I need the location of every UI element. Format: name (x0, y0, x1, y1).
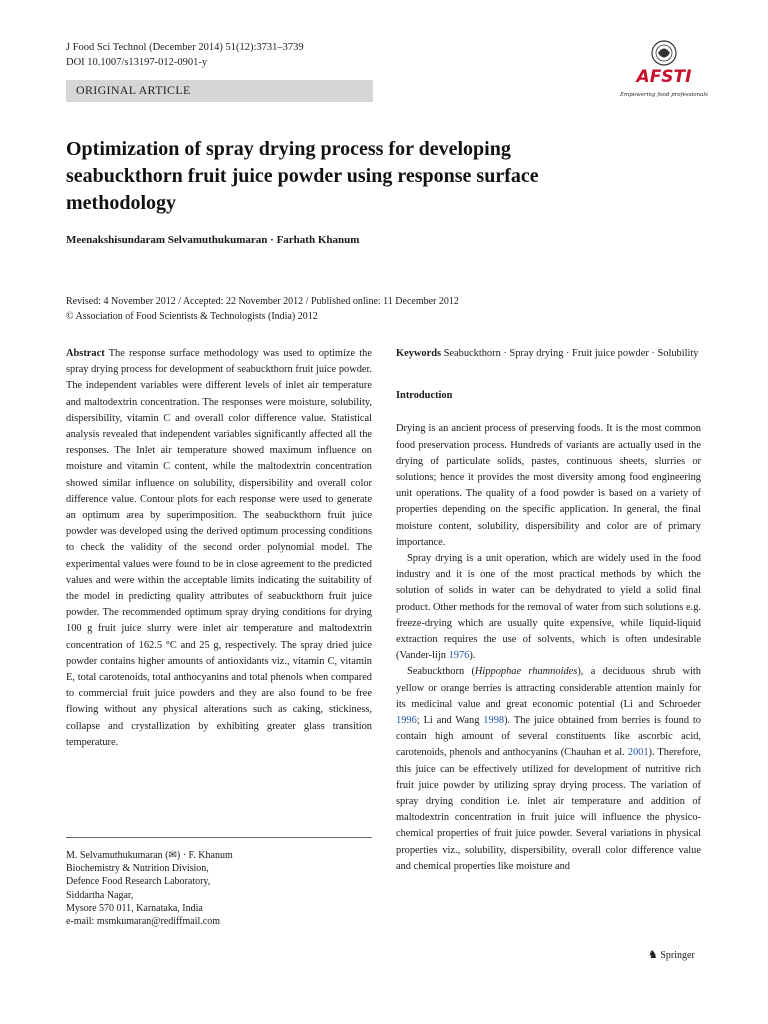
afsti-emblem-icon (618, 38, 710, 102)
corr-authors: M. Selvamuthukumaran (✉) · F. Khanum (66, 850, 233, 861)
journal-citation: J Food Sci Technol (December 2014) 51(12):3731–3739 (66, 42, 304, 53)
corr-division: Biochemistry & Nutrition Division, (66, 863, 209, 875)
springer-footer (648, 948, 695, 961)
citation-link[interactable]: 2001 (627, 747, 649, 759)
right-column (396, 346, 701, 875)
publication-dates (66, 294, 586, 324)
intro-paragraph-3: Seabuckthorn (Hippophae rhamnoides), a deciduous shrub with yellow or orange berries is attracting considerable attention mainly for its medicinal value and great economic potential (Li and Schroeder 1996; Li and Wang 1998). The juice obtained from berries is found to contain high amount of several constituents like ascorbic acid, carotenoids, phenols and anthocyanins (Chauhan et al. 2001). Therefore, this juice can be effectively utilized for development of nutritive rich fruit juice powder by utilizing spray drying process. The variation of spray drying condition i.e. inlet air temperature and addition of maltodextrin concentration in fruit juice will influence the physico-chemical properties of fruit juice powder. Several variations in physical properties viz., solubility, dispersibility, overall color difference value and chemical properties like moisture and (396, 666, 701, 872)
article-type-band (66, 80, 373, 102)
publisher-name: Springer (660, 950, 695, 961)
afsti-logo (618, 38, 710, 102)
corr-lab: Defence Food Research Laboratory, (66, 876, 211, 888)
introduction-heading: Introduction (396, 390, 453, 402)
keywords-text: Seabuckthorn · Spray drying · Fruit juice powder · Solubility (443, 348, 699, 359)
citation-link[interactable]: 1996 (396, 715, 417, 727)
doi-line: DOI 10.1007/s13197-012-0901-y (66, 57, 208, 68)
corr-street: Siddartha Nagar, (66, 889, 134, 901)
keywords-label: Keywords (396, 348, 442, 359)
article-type-label: ORIGINAL ARTICLE (76, 83, 191, 97)
copyright-line: © Association of Food Scientists & Technologists (India) 2012 (66, 311, 318, 322)
springer-horse-icon: ♞ (648, 949, 658, 961)
author-list: Meenakshisundaram Selvamuthukumaran · Farhath Khanum (66, 234, 360, 246)
intro-paragraph-2: Spray drying is a unit operation, which are widely used in the food industry and it is one of the most practical methods by which the solution of solids in water can be dehydrated to yield a solid final product. Other methods for the removal of water from such solutions e.g. freeze-drying which are usually quite expensive, while liquid-liquid extraction requires the use of solvents, which is often undesirable (Vander-lijn 1976). (396, 553, 701, 662)
intro-paragraph-1: Drying is an ancient process of preserving foods. It is the most common food preservation process. Hundreds of variants are actually used in the drying of particulate solids, pastes, continuous sheets, slurries or solutions; hence it provides the most diversity among food engineering unit operations. The quality of a food powder is based on a variety of properties depending on the specific application. In general, the final moisture content, solubility, dispersibility and color are of primary importance. (396, 423, 701, 548)
citation-link[interactable]: 1976 (448, 650, 470, 662)
keywords-block (396, 346, 701, 362)
corr-email[interactable]: e-mail: msmkumaran@rediffmail.com (66, 916, 220, 928)
svg-text:Empowering food professionals: Empowering food professionals (619, 92, 709, 98)
date-history: Revised: 4 November 2012 / Accepted: 22 November 2012 / Published online: 11 December 2012 (66, 296, 459, 307)
corr-city: Mysore 570 011, Karnataka, India (66, 902, 203, 914)
footnote-divider (66, 837, 372, 838)
correspondence-block (66, 849, 372, 928)
abstract-label: Abstract (66, 348, 105, 359)
paper-title: Optimization of spray drying process for developing seabuckthorn fruit juice powder using response surface methodology (66, 138, 539, 214)
abstract-text: The response surface methodology was used to optimize the spray drying process for development of seabuckthorn fruit juice powder. The independent variables were different levels of inlet air temperature and maltodextrin concentration. The responses were moisture, solubility, dispersibility, vitamin C and overall color difference value. Statistical analysis revealed that independent variables significantly affected all the responses. The Inlet air temperature showed maximum influence on moisture and vitamin C content, while the maltodextrin concentration showed similar influence on solubility, dispersibility and overall color difference value. Contour plots for each response were used to generate an optimum area by superimposition. The seabuckthorn fruit juice powder was developed using the derived optimum processing conditions to check the validity of the second order polynomial model. The experimental values were found to be in close agreement to the predicted values and were within the acceptable limits indicating the suitability of the model in predicting quality attributes of seabuckthorn fruit juice powder. The recommended optimum spray drying conditions for drying 100 g fruit juice slurry were inlet air temperature and maltodextrin concentration of 162.5 °C and 25 g, respectively. The spray dried juice powder contains higher amounts of antioxidants viz., vitamin C, vitamin E, total carotenoids, total anthocyanins and total phenols when compared to commercial fruit juice powders and they are also found to be free flowing without any physical alterations such as caking, stickiness, collapse and crystallization by exhibiting greater glass transition temperature. (66, 348, 372, 748)
citation-link[interactable]: 1998 (483, 715, 505, 727)
species-name: Hippophae rhamnoides (474, 666, 578, 678)
svg-text:AFSTI: AFSTI (636, 67, 692, 87)
abstract-section (66, 346, 372, 751)
